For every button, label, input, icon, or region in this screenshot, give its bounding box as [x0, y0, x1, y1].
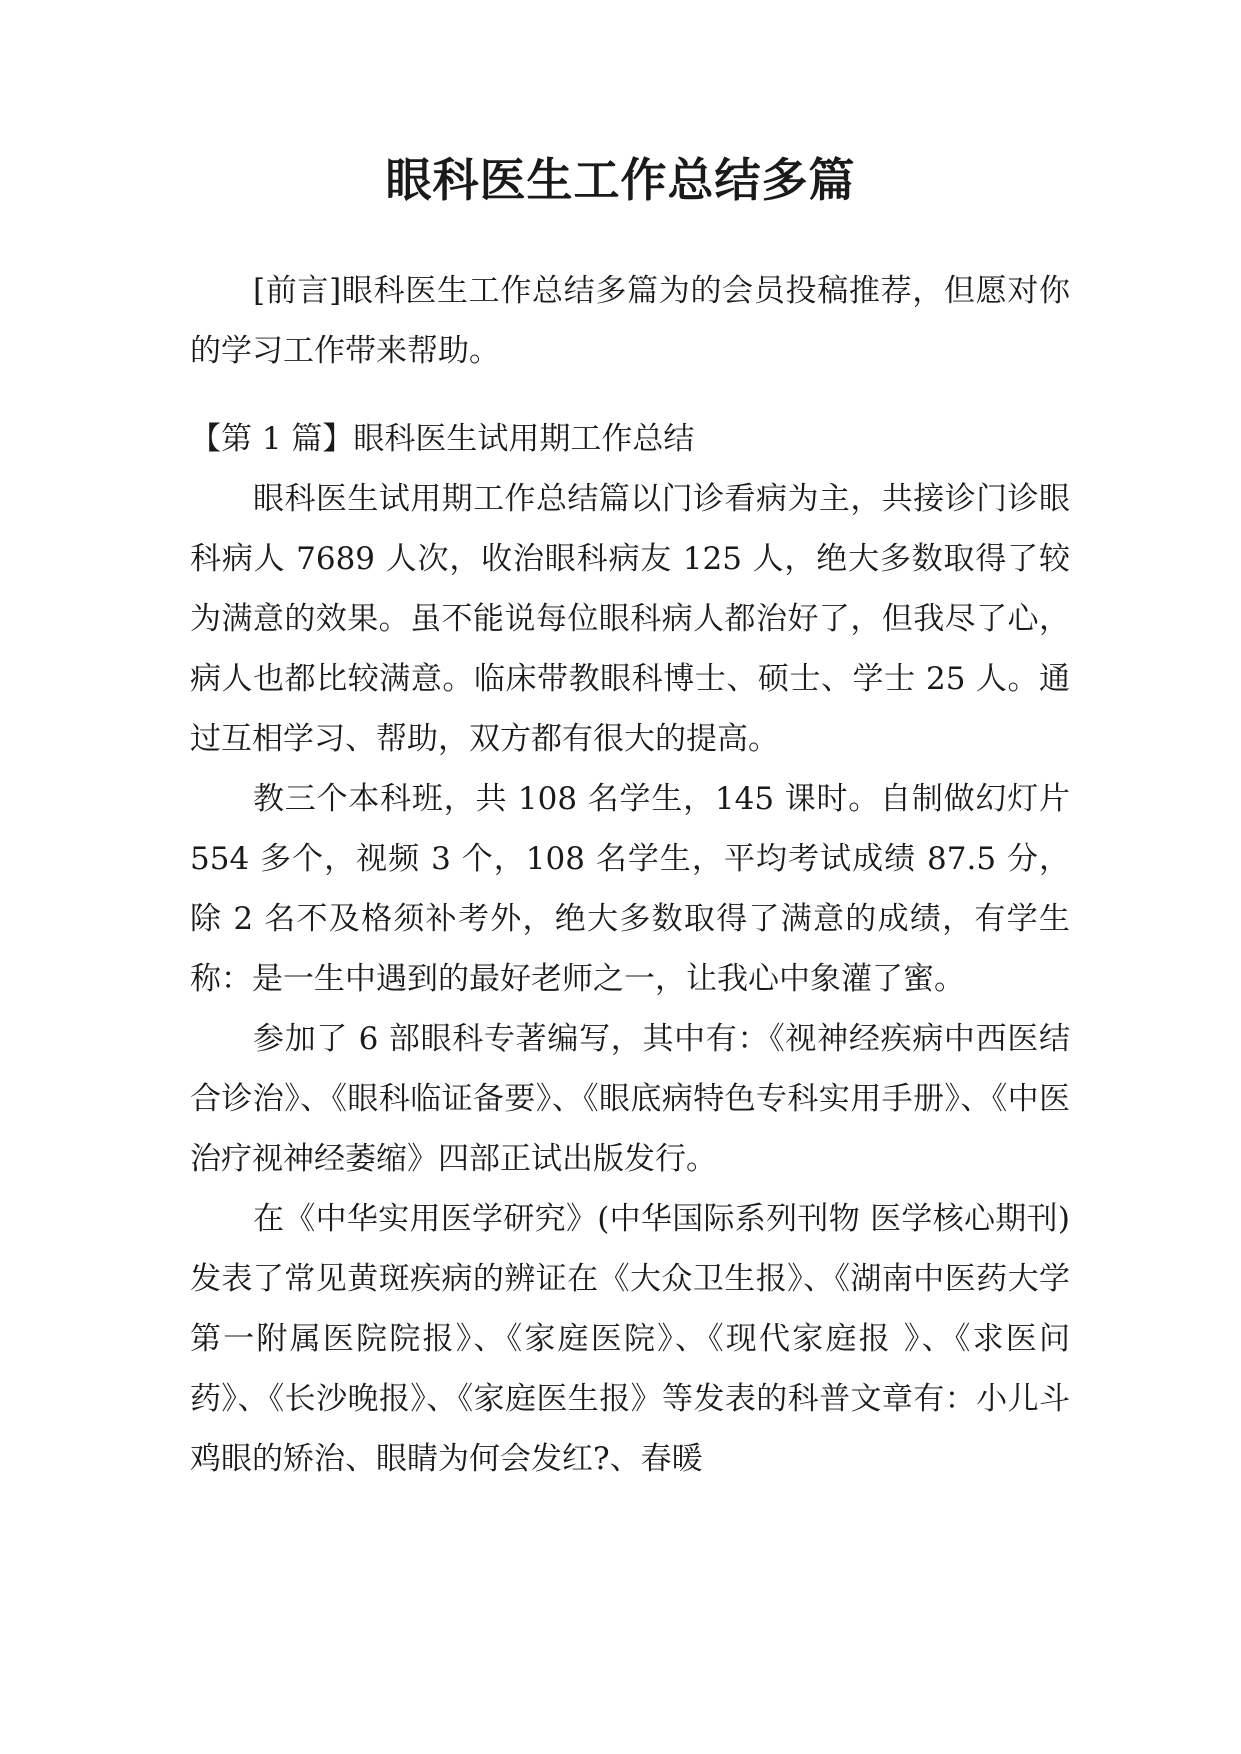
- preface-block: [190, 261, 1070, 381]
- body-paragraph-4: 在《中华实用医学研究》(中华国际系列刊物 医学核心期刊)发表了常见黄斑疾病的辨证在《大众卫生报》、《湖南中医药大学第一附属医院院报》、《家庭医院》、《现代家庭报 》、《求医问药》、《长沙晚报》、《家庭医生报》等发表的科普文章有：小儿斗鸡眼的矫治、眼睛为何会发红?、春暖: [190, 1201, 1070, 1477]
- preface-paragraph: [前言]眼科医生工作总结多篇为的会员投稿推荐，但愿对你的学习工作带来帮助。: [190, 273, 1070, 369]
- body-paragraph-3: 参加了 6 部眼科专著编写，其中有：《视神经疾病中西医结合诊治》、《眼科临证备要》、《眼底病特色专科实用手册》、《中医治疗视神经萎缩》四部正试出版发行。: [190, 1021, 1070, 1177]
- document-title: 眼科医生工作总结多篇: [385, 153, 856, 207]
- section-heading: 【第 1 篇】眼科医生试用期工作总结: [190, 421, 695, 457]
- main-content: [190, 409, 1070, 1489]
- body-paragraph-1: 眼科医生试用期工作总结篇以门诊看病为主，共接诊门诊眼科病人 7689 人次，收治眼科病友 125 人，绝大多数取得了较为满意的效果。虽不能说每位眼科病人都治好了，但我尽了心，病人也都比较满意。临床带教眼科博士、硕士、学士 25 人。通过互相学习、帮助，双方都有很大的提高。: [190, 481, 1070, 757]
- body-paragraph-2: 教三个本科班，共 108 名学生，145 课时。自制做幻灯片 554 多个，视频 3 个，108 名学生，平均考试成绩 87.5 分，除 2 名不及格须补考外，绝大多数取得了满意的成绩，有学生称：是一生中遇到的最好老师之一，让我心中象灌了蜜。: [190, 781, 1070, 997]
